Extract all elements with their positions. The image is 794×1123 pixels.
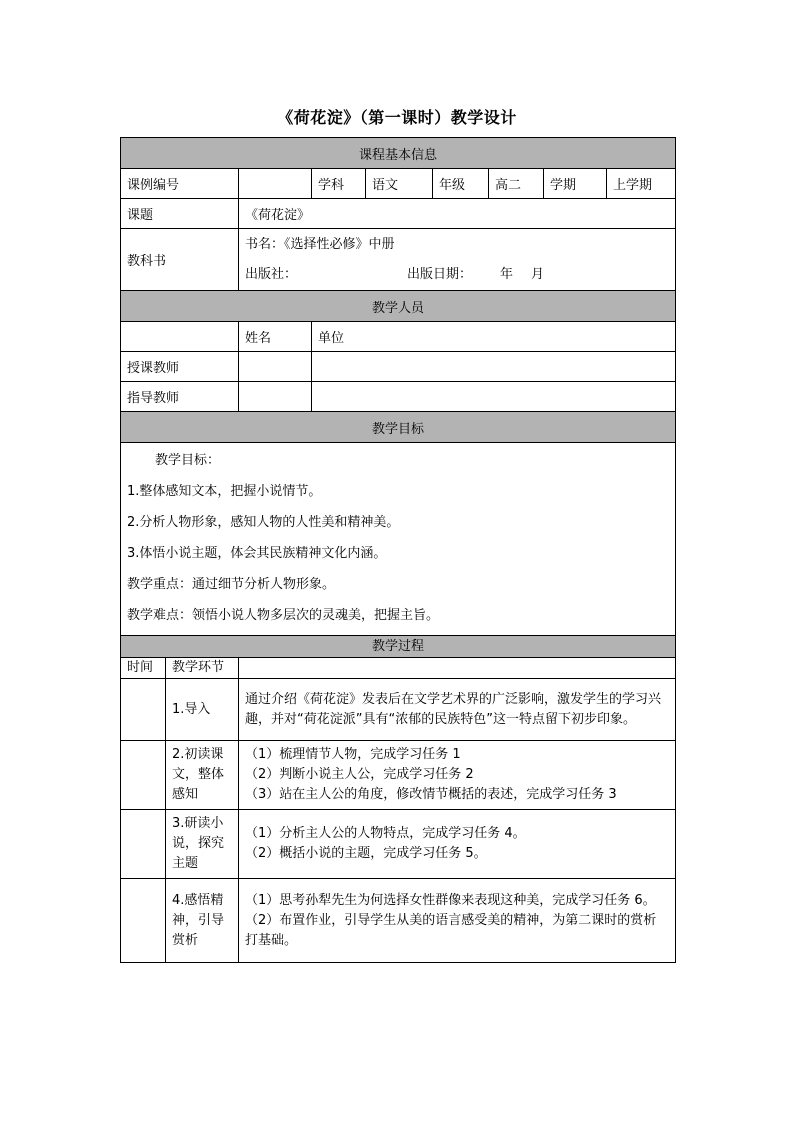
content-line: 通过介绍《荷花淀》发表后在文学艺术界的广泛影响，激发学生的学习兴趣，并对“荷花淀派”具有“浓郁的民族特色”这一特点留下初步印象。 (245, 691, 662, 727)
content-line: （1）分析主人公的人物特点，完成学习任务 4。 (245, 826, 526, 841)
publisher-label: 出版社： (245, 266, 298, 282)
topic-label: 课题 (121, 199, 239, 229)
case-no-label: 课例编号 (121, 169, 239, 199)
stage-header: 教学环节 (166, 658, 239, 679)
advisor-label: 指导教师 (121, 382, 239, 412)
content-line: （2）概括小说的主题，完成学习任务 5。 (245, 846, 487, 861)
textbook-info (239, 229, 676, 291)
section-staff: 教学人员 (121, 291, 676, 322)
content-line: （2）判断小说主人公，完成学习任务 2 (245, 767, 474, 782)
publisher-line (245, 260, 669, 290)
objective-item: 2.分析人物形象，感知人物的人性美和精神美。 (127, 515, 400, 530)
content-header (239, 658, 676, 679)
teacher-label: 授课教师 (121, 352, 239, 382)
difficulty-point: 教学难点：领悟小说人物多层次的灵魂美，把握主旨。 (127, 608, 440, 623)
stage-cell: 4.感悟精神，引导赏析 (166, 879, 239, 963)
term-value: 上学期 (607, 169, 676, 199)
pub-date-label: 出版日期： (407, 266, 473, 282)
content-line: （1）思考孙犁先生为何选择女性群像来表现这种美，完成学习任务 6。 (245, 892, 656, 908)
content-line: （1）梳理情节人物，完成学习任务 1 (245, 747, 461, 762)
content-line: （3）站在主人公的角度，修改情节概括的表述，完成学习任务 3 (245, 787, 617, 802)
time-cell (121, 810, 166, 879)
stage-cell: 1.导入 (166, 679, 239, 741)
subject-label: 学科 (312, 169, 366, 199)
info-table (120, 137, 676, 636)
time-header: 时间 (121, 658, 166, 679)
advisor-name (239, 382, 312, 412)
grade-label: 年级 (433, 169, 489, 199)
objectives-heading: 教学目标： (155, 453, 221, 468)
stage-cell: 3.研读小说，探究主题 (166, 810, 239, 879)
teacher-name (239, 352, 312, 382)
topic-value: 《荷花淀》 (239, 199, 676, 229)
content-cell (239, 741, 676, 810)
stage-cell: 2.初读课文，整体感知 (166, 741, 239, 810)
content-cell (239, 879, 676, 963)
content-cell (239, 810, 676, 879)
staff-blank-header (121, 322, 239, 352)
time-cell (121, 679, 166, 741)
time-cell (121, 741, 166, 810)
objective-item: 1.整体感知文本，把握小说情节。 (127, 484, 322, 499)
process-row (121, 741, 676, 810)
content-line: （2）布置作业，引导学生从美的语言感受美的精神，为第二课时的赏析打基础。 (245, 912, 657, 948)
month-label: 月 (531, 266, 545, 282)
section-process: 教学过程 (121, 636, 676, 658)
year-label: 年 (500, 266, 514, 282)
section-basic-info: 课程基本信息 (121, 138, 676, 169)
lesson-plan-table (120, 137, 675, 963)
grade-value: 高二 (489, 169, 544, 199)
process-row (121, 679, 676, 741)
section-objectives: 教学目标 (121, 412, 676, 443)
book-name: 书名：《选择性必修》中册 (245, 236, 395, 252)
process-row (121, 810, 676, 879)
advisor-unit (312, 382, 676, 412)
subject-value: 语文 (366, 169, 433, 199)
name-header: 姓名 (239, 322, 312, 352)
content-cell (239, 679, 676, 741)
case-no-value (239, 169, 312, 199)
teacher-unit (312, 352, 676, 382)
document-title: 《荷花淀》（第一课时）教学设计 (277, 108, 517, 127)
textbook-label: 教科书 (121, 229, 239, 291)
objectives-body (121, 443, 676, 636)
key-point: 教学重点：通过细节分析人物形象。 (127, 577, 336, 592)
objective-item: 3.体悟小说主题，体会其民族精神文化内涵。 (127, 546, 387, 561)
process-table (120, 636, 676, 963)
term-label: 学期 (544, 169, 607, 199)
time-cell (121, 879, 166, 963)
process-row (121, 879, 676, 963)
unit-header: 单位 (312, 322, 676, 352)
